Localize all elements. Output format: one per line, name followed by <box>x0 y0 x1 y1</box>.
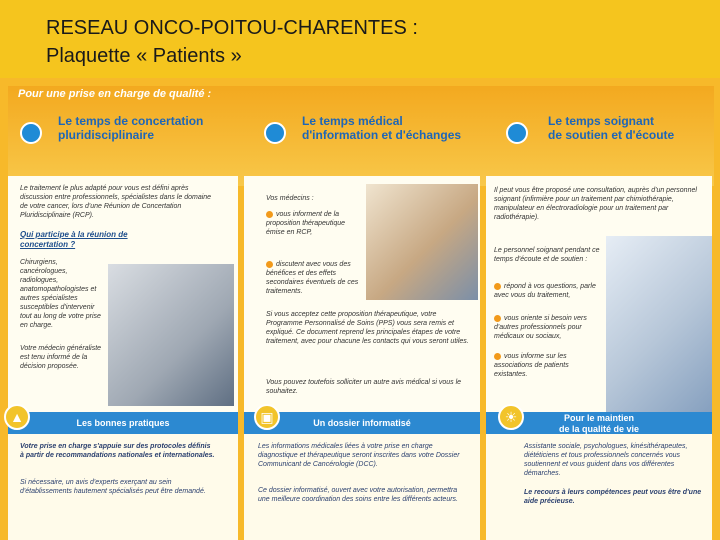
computerized-record-text1: Les informations médicales liées à votre prise en charge diagnostique et thérapeutique seront inscrites dans votre Dossier Communicant de Cancérologie (DCC). <box>258 443 460 468</box>
thumbs-up-icon: ▲ <box>4 404 30 430</box>
column1-panel <box>8 176 238 412</box>
slide-title <box>46 14 418 70</box>
doctors-photo <box>108 264 234 406</box>
sun-icon: ☀ <box>498 404 524 430</box>
computerized-record-text2: Ce dossier informatisé, ouvert avec votre autorisation, permettra une meilleure coordination des soins entre les différents acteurs. <box>258 487 458 503</box>
column1-intro-text: Le traitement le plus adapté pour vous est défini après discussion entre professionnels, spécialistes dans le domaine de votre cancer, lors d'une Réunion de Concertation Pluridisciplinaire (RCP). <box>20 185 212 219</box>
patient-leaflet-image <box>0 78 720 540</box>
computer-icon: ▣ <box>254 404 280 430</box>
doctor-computer-photo <box>366 184 478 300</box>
column3-bullet1 <box>494 282 600 300</box>
quality-heading: Pour une prise en charge de qualité : <box>18 88 212 100</box>
column1-heading-line1: Le temps de concertation <box>58 114 204 128</box>
computerized-record-section <box>244 434 480 540</box>
slide-header <box>0 0 720 78</box>
column3-bullet3-text: vous informe sur les associations de patients existantes. <box>494 353 569 378</box>
quality-of-life-section <box>486 434 712 540</box>
column2-dot-icon <box>264 122 286 144</box>
column3-bullet2 <box>494 314 604 341</box>
column3-consultation-text: Il peut vous être proposé une consultation, auprès d'un personnel soignant (infirmière pour un traitement par chimiothérapie, manipulateur en électroradiologie pour un traitement par radiothérapie). <box>494 187 697 221</box>
column2-pps-text: Si vous acceptez cette proposition thérapeutique, votre Programme Personnalisé de Soins (PPS) vous sera remis et expliqué. Ce document reprend les principales étapes de votre traitement, avec pour chacune les contacts qui vous seront utiles. <box>266 311 469 345</box>
good-practices-text2: Si nécessaire, un avis d'experts exerçant au sein d'établissements hautement spécialisés peut être demandé. <box>20 479 206 495</box>
quality-of-life-text2: Le recours à leurs compétences peut vous être d'une aide précieuse. <box>524 489 702 505</box>
computerized-record-bar: Un dossier informatisé <box>244 412 480 434</box>
column3-staff-text: Le personnel soignant pendant ce temps d'écoute et de soutien : <box>494 247 600 263</box>
column2-bullet2 <box>266 260 366 296</box>
bullet-icon <box>266 211 273 218</box>
slide-title-line2: Plaquette « Patients » <box>46 45 242 67</box>
column2-panel <box>244 176 480 412</box>
column2-bullet1-text: vous informent de la proposition thérapeutique émise en RCP, <box>266 211 346 236</box>
bullet-icon <box>494 283 501 290</box>
good-practices-section <box>8 434 238 540</box>
column2-heading-line1: Le temps médical <box>302 114 403 128</box>
good-practices-bar: Les bonnes pratiques <box>8 412 238 434</box>
column1-question: Qui participe à la réunion de concertation ? <box>20 230 128 249</box>
quality-of-life-bar-line1: Pour le maintien <box>563 413 634 423</box>
column3-bullet3 <box>494 352 604 379</box>
column3-heading <box>548 114 674 142</box>
column3-dot-icon <box>506 122 528 144</box>
good-practices-text1: Votre prise en charge s'appuie sur des protocoles définis à partir de recommandations nationales et internationales. <box>20 443 215 459</box>
column3-bullet2-text: vous oriente si besoin vers d'autres professionnels pour médicaux ou sociaux, <box>494 315 587 340</box>
column2-heading <box>302 114 461 142</box>
column1-heading-line2: pluridisciplinaire <box>58 128 155 142</box>
column3-heading-line2: de soutien et d'écoute <box>548 128 675 142</box>
column2-second-opinion-text: Vous pouvez toutefois solliciter un autre avis médical si vous le souhaitez. <box>266 379 462 395</box>
column1-heading <box>58 114 203 142</box>
slide-title-line1: RESEAU ONCO-POITOU-CHARENTES : <box>46 17 418 39</box>
bullet-icon <box>494 353 501 360</box>
column1-dot-icon <box>20 122 42 144</box>
column2-bullet1 <box>266 210 362 237</box>
quality-of-life-bar-line2: de la qualité de vie <box>558 424 640 434</box>
bullet-icon <box>494 315 501 322</box>
column2-heading-line2: d'information et d'échanges <box>302 128 462 142</box>
column1-participants-text: Chirurgiens, cancérologues, radiologues, anatomopathologistes et autres spécialistes susceptibles d'intervenir tout au long de votre prise en charge. <box>20 259 101 329</box>
column2-bullet2-text: discutent avec vous des bénéfices et des effets secondaires éventuels de ces traitements. <box>266 261 359 295</box>
column1-gp-text: Votre médecin généraliste est tenu informé de la décision proposée. <box>20 345 102 370</box>
column3-heading-line1: Le temps soignant <box>548 114 655 128</box>
nurse-patient-photo <box>606 236 712 412</box>
bullet-icon <box>266 261 273 268</box>
column2-intro: Vos médecins : <box>266 195 314 202</box>
column3-panel <box>486 176 712 412</box>
quality-of-life-text1: Assistante sociale, psychologues, kinésithérapeutes, diététiciens et tous professionnels concernés vous soutiennent et vous guident dans vos différentes démarches. <box>524 443 688 477</box>
column3-bullet1-text: répond à vos questions, parle avec vous du traitement, <box>494 283 596 299</box>
